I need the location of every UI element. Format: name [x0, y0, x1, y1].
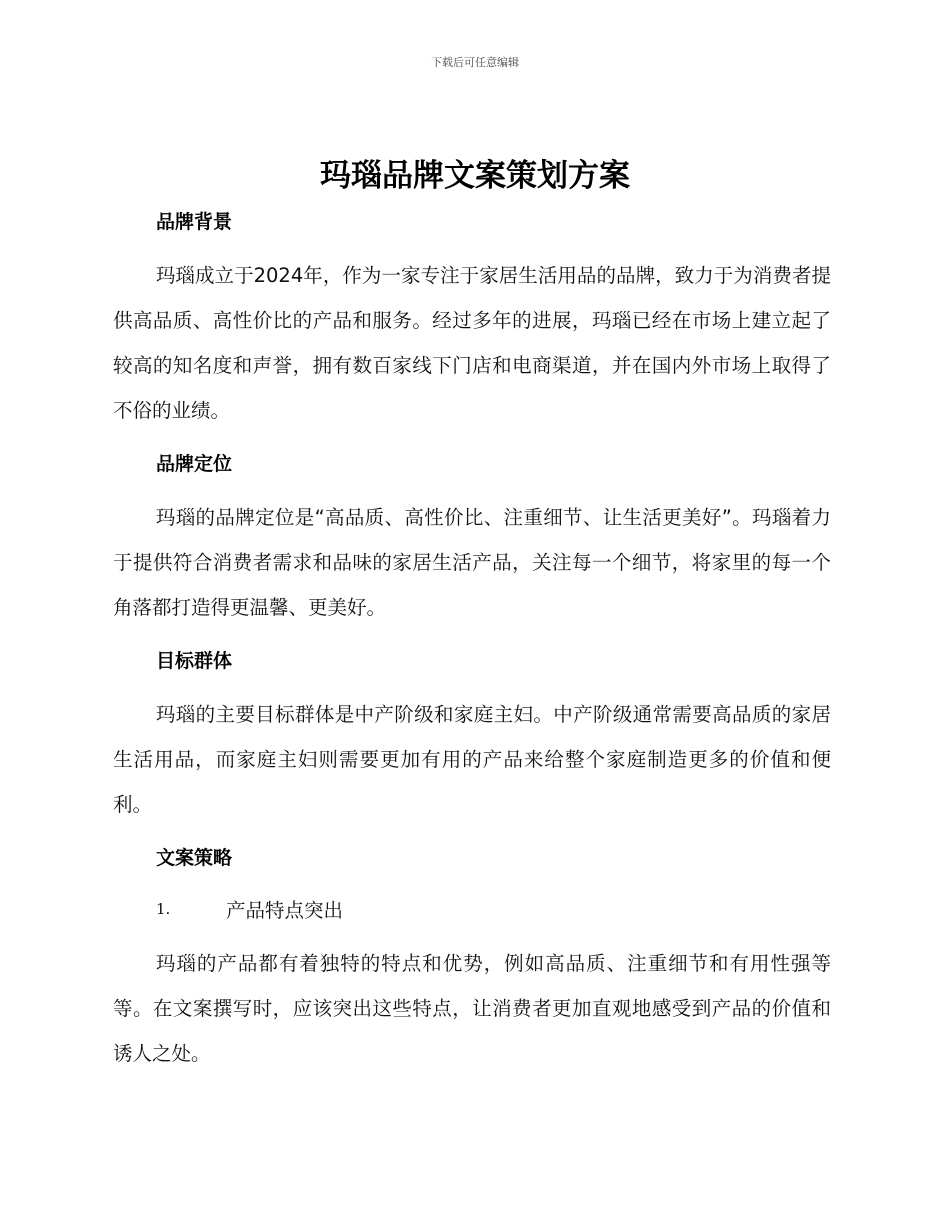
section-brand-positioning [113, 445, 831, 630]
list-number: 1. [156, 900, 171, 918]
section-paragraph: 玛瑙成立于2024年，作为一家专注于家居生活用品的品牌，致力于为消费者提供高品质、高性价比的产品和服务。经过多年的进展，玛瑙已经在市场上建立起了较高的知名度和声誉，拥有数百家线下门店和电商渠道，并在国内外市场上取得了不俗的业绩。 [113, 264, 831, 422]
section-heading: 品牌背景 [156, 211, 233, 233]
document-title: 玛瑙品牌文案策划方案 [320, 158, 630, 194]
section-paragraph: 玛瑙的主要目标群体是中产阶级和家庭主妇。中产阶级通常需要高品质的家居生活用品，而家庭主妇则需要更加有用的产品来给整个家庭制造更多的价值和便利。 [113, 703, 831, 816]
document-body [113, 203, 831, 1076]
section-heading: 目标群体 [156, 650, 233, 672]
section-heading: 文案策略 [156, 847, 233, 869]
section-paragraph: 玛瑙的产品都有着独特的特点和优势，例如高品质、注重细节和有用性强等等。在文案撰写时，应该突出这些特点，让消费者更加直观地感受到产品的价值和诱人之处。 [113, 952, 831, 1065]
list-text: 产品特点突出 [226, 899, 344, 922]
section-paragraph: 玛瑙的品牌定位是“高品质、高性价比、注重细节、让生活更美好”。玛瑙着力于提供符合消费者需求和品味的家居生活产品，关注每一个细节，将家里的每一个角落都打造得更温馨、更美好。 [113, 506, 831, 619]
list-item [113, 889, 831, 929]
section-copy-strategy [113, 839, 831, 1076]
section-heading: 品牌定位 [156, 453, 233, 475]
section-brand-background [113, 203, 831, 433]
header-note: 下载后可任意编辑 [431, 56, 519, 69]
section-target-audience [113, 642, 831, 827]
